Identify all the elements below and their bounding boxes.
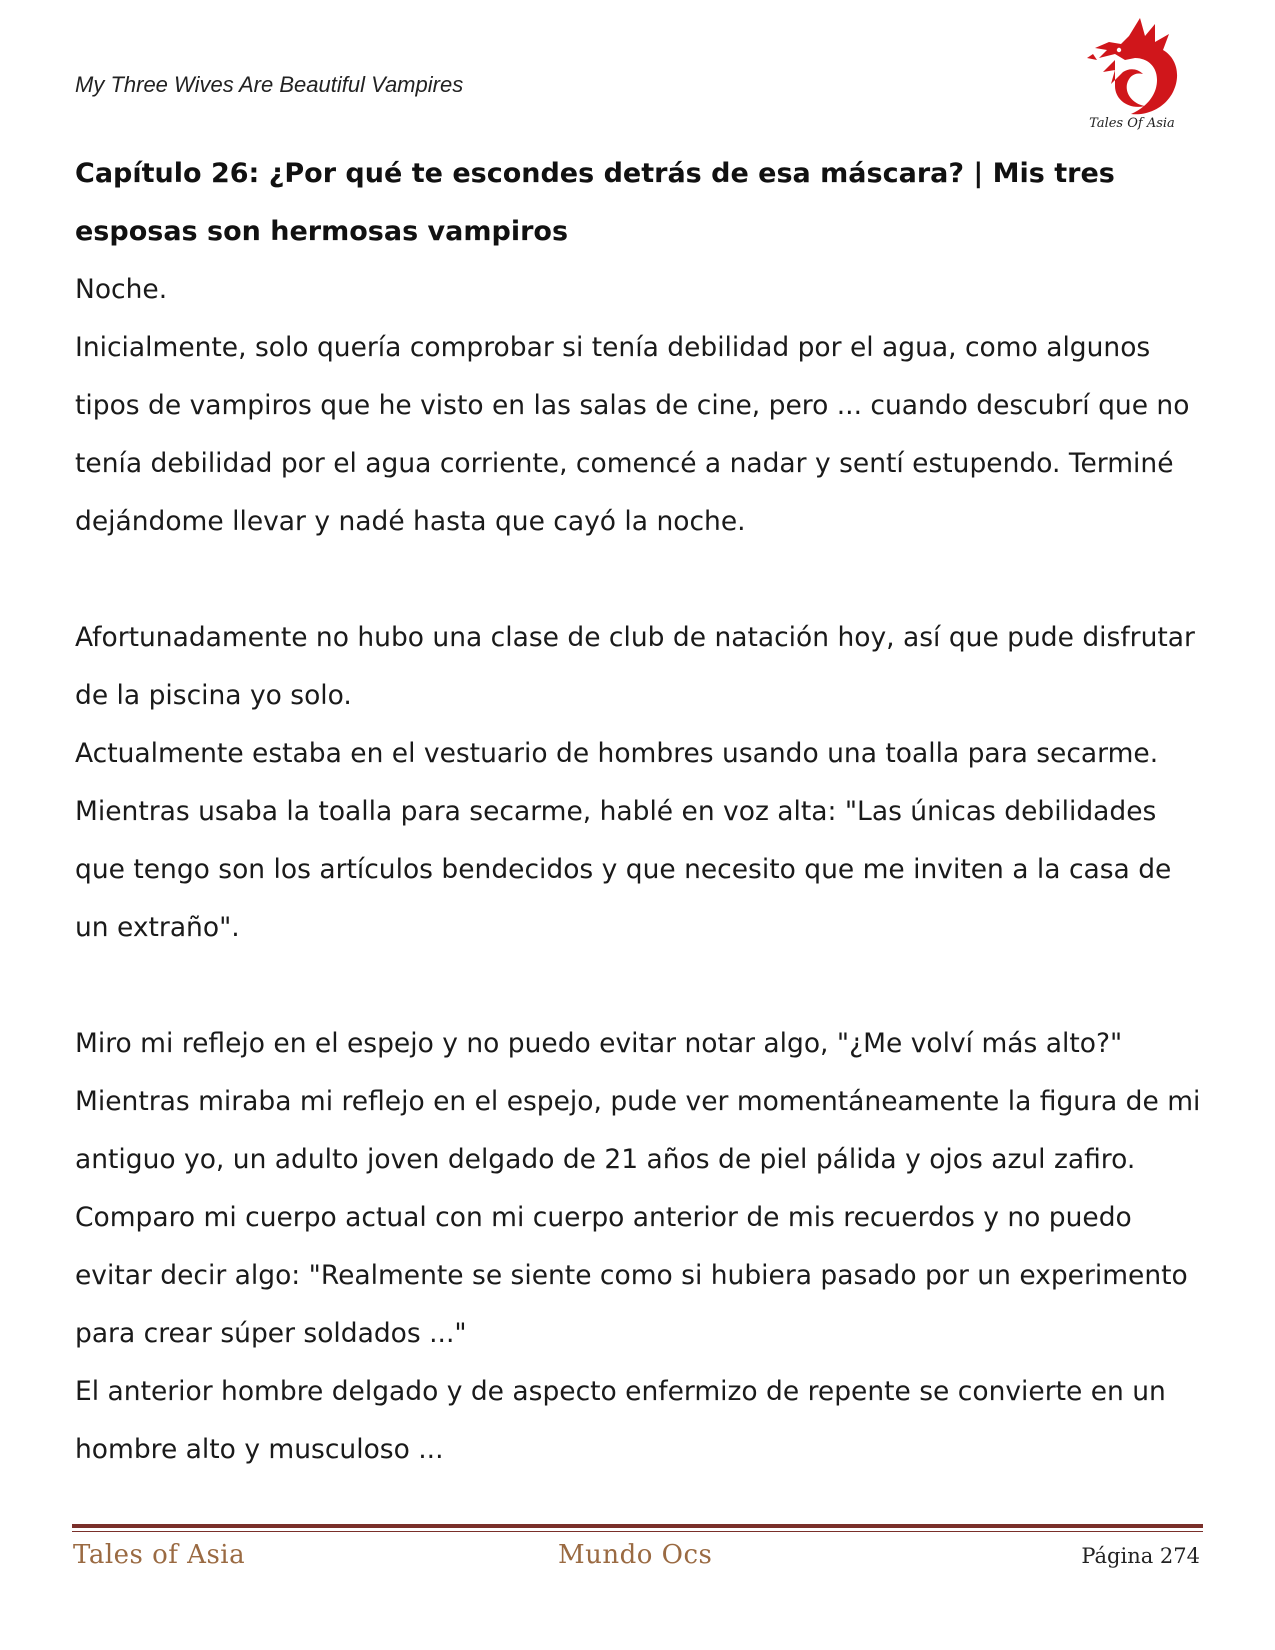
paragraph-spacer xyxy=(75,551,1205,609)
logo-text: Tales Of Asia xyxy=(1089,116,1175,131)
footer-divider xyxy=(72,1524,1203,1532)
paragraph: Mientras miraba mi reflejo en el espejo, pude ver momentáneamente la figura de mi antiguo yo, un adulto joven delgado de 21 años de piel pálida y ojos azul zafiro. xyxy=(75,1086,1201,1175)
footer-source: Mundo Ocs xyxy=(558,1540,713,1570)
paragraph: Comparo mi cuerpo actual con mi cuerpo anterior de mis recuerdos y no puedo evitar decir algo: "Realmente se siente como si hubiera pasado por un experimento para crear súper soldados ..." xyxy=(75,1202,1188,1349)
paragraph: Noche. xyxy=(75,274,168,305)
footer-publisher: Tales of Asia xyxy=(73,1540,246,1570)
page-number: Página 274 xyxy=(1081,1544,1200,1568)
book-title: My Three Wives Are Beautiful Vampires xyxy=(75,72,464,97)
page-content xyxy=(75,145,1205,1479)
paragraph: Mientras usaba la toalla para secarme, hablé en voz alta: "Las únicas debilidades que tengo son los artículos bendecidos y que necesito que me inviten a la casa de un extraño". xyxy=(75,796,1172,943)
paragraph: El anterior hombre delgado y de aspecto enfermizo de repente se convierte en un hombre alto y musculoso ... xyxy=(75,1376,1166,1465)
paragraph: Inicialmente, solo quería comprobar si tenía debilidad por el agua, como algunos tipos de vampiros que he visto en las salas de cine, pero ... cuando descubrí que no tenía debilidad por el agua corriente, comencé a nadar y sentí estupendo. Terminé dejándome llevar y nadé hasta que cayó la noche. xyxy=(75,332,1190,537)
chapter-title: Capítulo 26: ¿Por qué te escondes detrás de esa máscara? | Mis tres esposas son hermosas vampiros xyxy=(75,158,1115,247)
paragraph: Actualmente estaba en el vestuario de hombres usando una toalla para secarme. xyxy=(75,738,1159,769)
paragraph: Afortunadamente no hubo una clase de club de natación hoy, así que pude disfrutar de la piscina yo solo. xyxy=(75,622,1195,711)
paragraph-spacer xyxy=(75,957,1205,1015)
paragraph: Miro mi reflejo en el espejo y no puedo evitar notar algo, "¿Me volví más alto?" xyxy=(75,1028,1123,1059)
